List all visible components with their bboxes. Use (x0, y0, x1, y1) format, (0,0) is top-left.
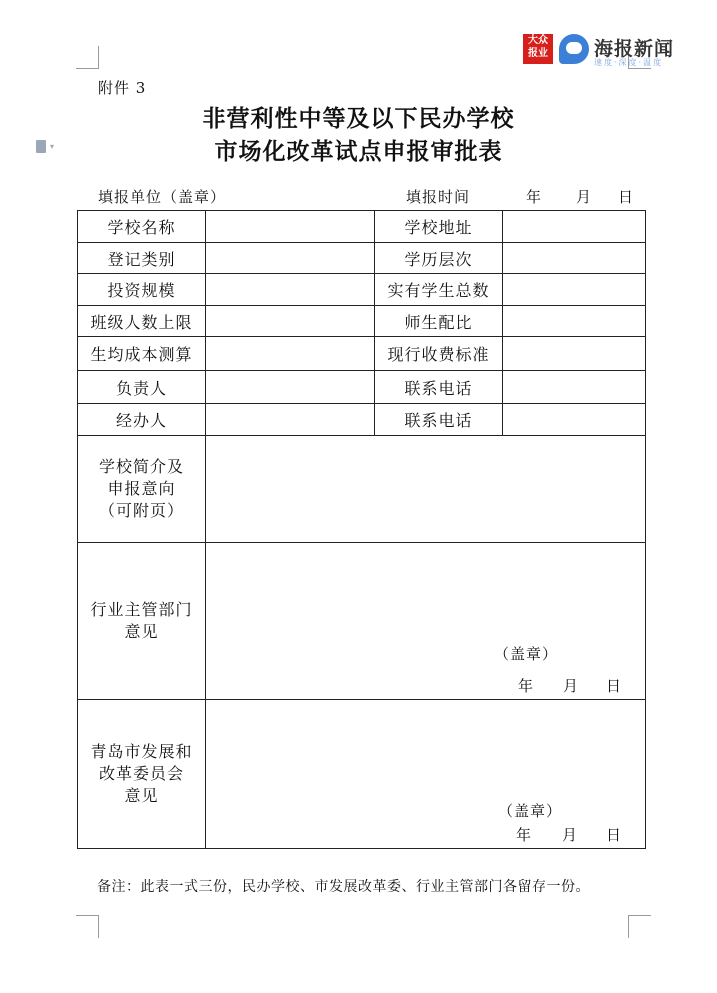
header-date-year: 年 (526, 188, 543, 206)
dazhong-logo: 大众 报业 (523, 34, 553, 64)
field-label: 实有学生总数 (375, 274, 503, 306)
class-size-limit-input[interactable] (206, 306, 375, 337)
application-form-table (77, 210, 646, 849)
haibao-logo-face (566, 42, 582, 54)
field-label: 班级人数上限 (78, 306, 206, 337)
logo-slogan: 速度·深度·温度 (594, 58, 664, 67)
page-corner-mark (76, 915, 99, 938)
school-name-input[interactable] (206, 211, 375, 243)
table-row (78, 404, 646, 436)
table-row (78, 211, 646, 243)
fill-unit-label: 填报单位（盖章） (98, 188, 227, 206)
table-row (78, 337, 646, 371)
footnote: 备注：此表一式三份，民办学校、市发展改革委、行业主管部门各留存一份。 (97, 879, 590, 895)
field-label: 投资规模 (78, 274, 206, 306)
teacher-student-ratio-input[interactable] (503, 306, 646, 337)
header-date-month: 月 (576, 188, 593, 206)
handler-input[interactable] (206, 404, 375, 436)
total-students-input[interactable] (503, 274, 646, 306)
date-day: 日 (606, 826, 623, 844)
field-label: 登记类别 (78, 243, 206, 274)
intro-label: 学校简介及 申报意向 （可附页） (78, 436, 206, 543)
table-row (78, 543, 646, 700)
field-label: 现行收费标准 (375, 337, 503, 371)
field-label: 学校地址 (375, 211, 503, 243)
field-label: 生均成本测算 (78, 337, 206, 371)
table-row (78, 700, 646, 849)
ndrc-opinion-input[interactable] (206, 700, 646, 849)
principal-input[interactable] (206, 371, 375, 404)
date-year: 年 (516, 826, 533, 844)
field-label: 联系电话 (375, 371, 503, 404)
title-line-1: 非营利性中等及以下民办学校 (202, 106, 515, 132)
handler-phone-input[interactable] (503, 404, 646, 436)
stamp-label: （盖章） (494, 645, 559, 663)
field-label: 师生配比 (375, 306, 503, 337)
page-corner-mark (76, 46, 99, 69)
title-line-2: 市场化改革试点申报审批表 (214, 139, 503, 165)
table-row (78, 371, 646, 404)
dept-opinion-label: 行业主管部门 意见 (78, 543, 206, 700)
page-corner-mark (628, 915, 651, 938)
dept-opinion-input[interactable] (206, 543, 646, 700)
school-address-input[interactable] (503, 211, 646, 243)
ndrc-opinion-label: 青岛市发展和 改革委员会 意见 (78, 700, 206, 849)
table-row (78, 243, 646, 274)
table-row (78, 436, 646, 543)
dropdown-arrow-icon[interactable]: ▾ (50, 142, 55, 151)
stamp-label: （盖章） (498, 802, 563, 820)
cost-per-student-input[interactable] (206, 337, 375, 371)
date-day: 日 (606, 677, 623, 695)
education-level-input[interactable] (503, 243, 646, 274)
current-fee-standard-input[interactable] (503, 337, 646, 371)
field-label: 联系电话 (375, 404, 503, 436)
field-label: 经办人 (78, 404, 206, 436)
attachment-label: 附件 3 (98, 79, 147, 97)
date-month: 月 (563, 677, 580, 695)
field-label: 学校名称 (78, 211, 206, 243)
investment-scale-input[interactable] (206, 274, 375, 306)
header-date-day: 日 (618, 188, 635, 206)
logo-brand-text: 海报新闻 (594, 38, 675, 60)
table-row (78, 274, 646, 306)
school-intro-input[interactable] (206, 436, 646, 543)
field-label: 学历层次 (375, 243, 503, 274)
date-month: 月 (562, 826, 579, 844)
principal-phone-input[interactable] (503, 371, 646, 404)
date-year: 年 (518, 677, 535, 695)
fill-time-label: 填报时间 (406, 188, 471, 206)
field-label: 负责人 (78, 371, 206, 404)
table-row (78, 306, 646, 337)
registration-type-input[interactable] (206, 243, 375, 274)
